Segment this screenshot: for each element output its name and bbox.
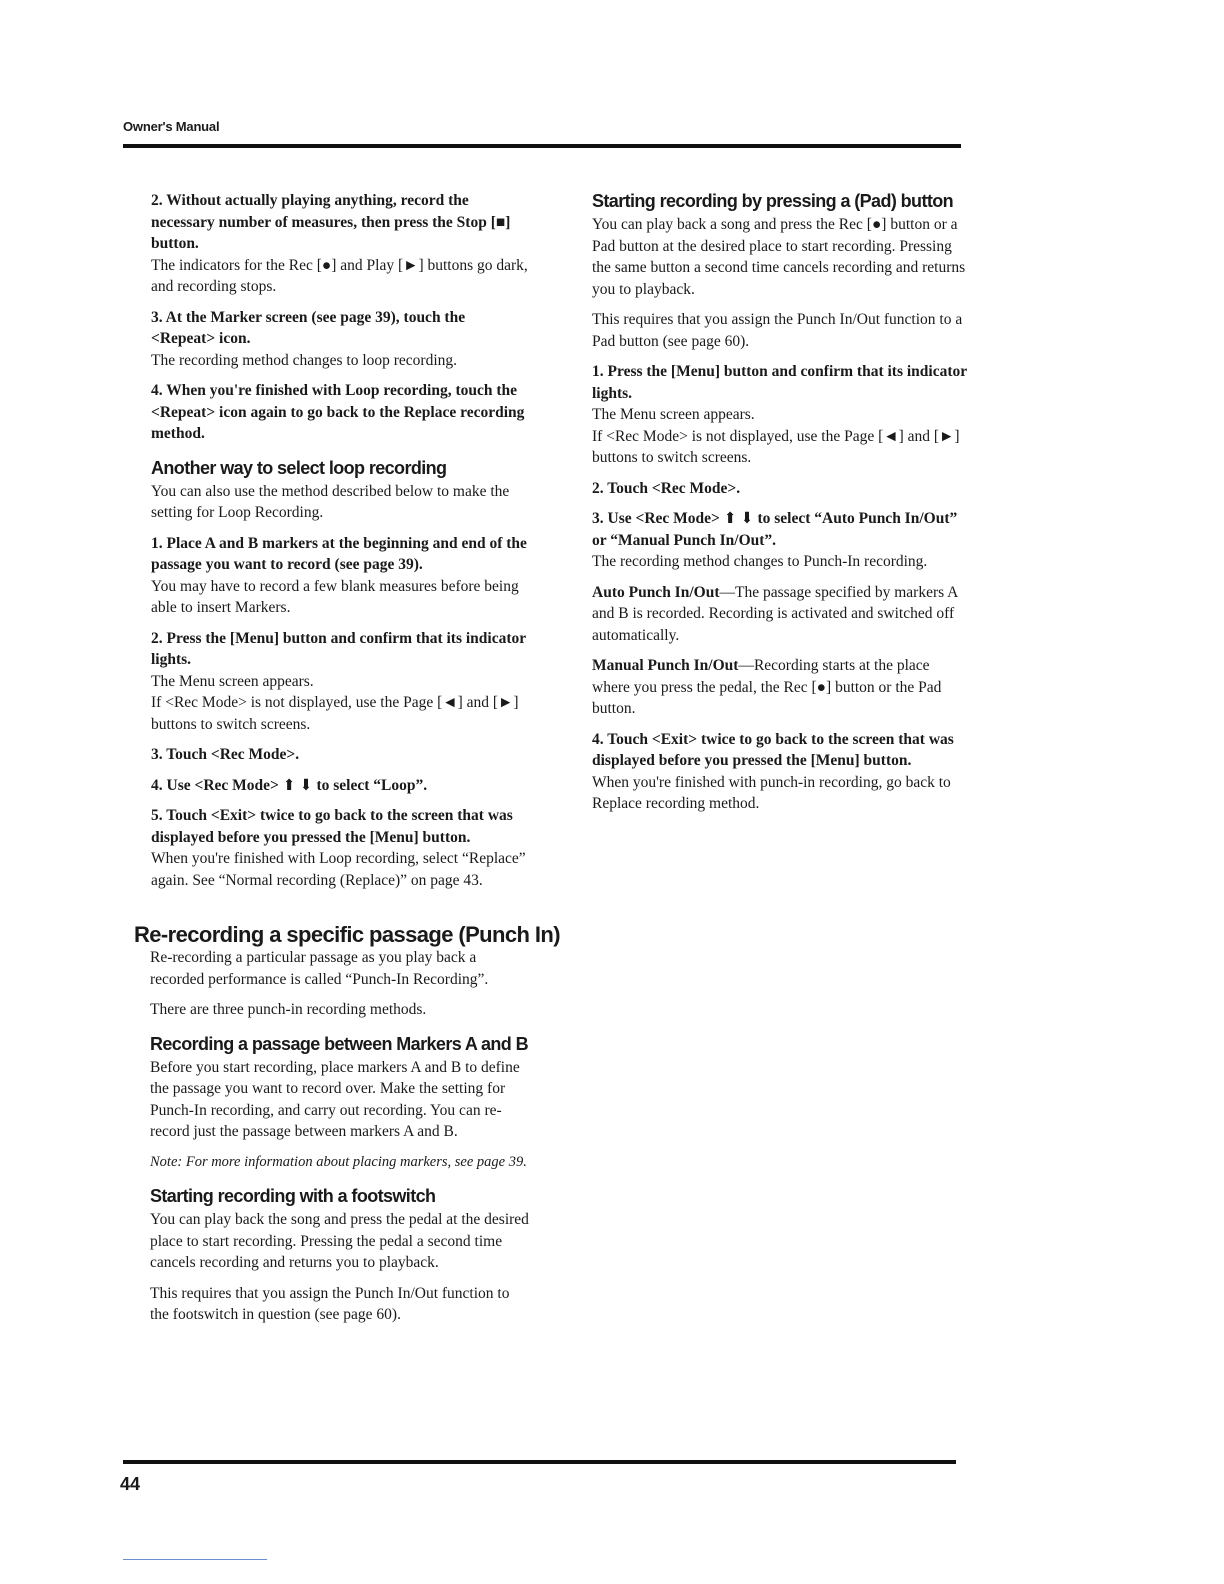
step-4-instruction: 4. When you're finished with Loop recording, touch the <Repeat> icon again to go back to the Replace recording method. — [151, 382, 525, 442]
pad-step-1 — [592, 361, 967, 469]
step-4 — [151, 380, 531, 445]
pad-body-1: You can play back a song and press the Rec [●] button or a Pad button at the desired place to start recording. Pressing the same button a second time cancels recording and returns you to playback. — [592, 216, 966, 298]
step-3 — [151, 307, 531, 372]
alt-step-3 — [151, 744, 531, 766]
alt-step-1-instruction: 1. Place A and B markers at the beginning and end of the passage you want to record (see page 39). — [151, 534, 527, 573]
alt-step-5-result: When you're finished with Loop recording, select “Replace” again. See “Normal recording (Replace)” on page 43. — [151, 850, 526, 889]
pad-step-1-instruction: 1. Press the [Menu] button and confirm that its indicator lights. — [592, 363, 967, 402]
header-rule — [123, 144, 961, 148]
pad-body-2: This requires that you assign the Punch In/Out function to a Pad button (see page 60). — [592, 311, 963, 350]
step-2-result: The indicators for the Rec [●] and Play [►] buttons go dark, and recording stops. — [151, 256, 528, 295]
pad-step-3-instruction: 3. Use <Rec Mode> ⬆ ⬇ to select “Auto Punch In/Out” or “Manual Punch In/Out”. — [592, 510, 958, 549]
step-3-result: The recording method changes to loop recording. — [151, 351, 458, 369]
pad-step-1-result: The Menu screen appears. — [592, 406, 755, 423]
footswitch-body-1: You can play back the song and press the pedal at the desired place to start recording. Pressing the pedal a second time cancels recording and returns you to playback. — [150, 1211, 529, 1271]
alt-step-2-instruction: 2. Press the [Menu] button and confirm that its indicator lights. — [151, 629, 526, 668]
step-3-instruction: 3. At the Marker screen (see page 39), touch the <Repeat> icon. — [151, 308, 466, 347]
markers-body: Before you start recording, place markers A and B to define the passage you want to record over. Make the setting for Punch-In recording, and carry out recording. You can re-record just the passage between markers A and B. — [150, 1058, 520, 1140]
footswitch-heading: Starting recording with a footswitch — [150, 1186, 436, 1206]
markers-heading: Recording a passage between Markers A and B — [150, 1033, 528, 1054]
footswitch-body-2: This requires that you assign the Punch In/Out function to the footswitch in question (see page 60). — [150, 1284, 510, 1323]
auto-punch-desc: —The passage specified by markers A and B is recorded. Recording is activated and switched off automatically. — [592, 583, 958, 644]
alt-step-1-result: You may have to record a few blank measures before being able to insert Markers. — [151, 577, 519, 616]
right-column — [592, 190, 967, 824]
markers-note: Note: For more information about placing markers, see page 39. — [150, 1153, 527, 1170]
pad-step-4 — [592, 729, 967, 815]
bottom-edge-line — [123, 1559, 267, 1560]
alt-step-2 — [151, 628, 531, 736]
section-title: Re-recording a specific passage (Punch In) — [134, 922, 560, 947]
running-header: Owner's Manual — [123, 119, 220, 134]
alt-step-4-instruction: 4. Use <Rec Mode> ⬆ ⬇ to select “Loop”. — [151, 776, 428, 794]
alt-step-1 — [151, 533, 531, 619]
alt-step-4 — [151, 775, 531, 797]
auto-punch-term: Auto Punch In/Out — [592, 583, 720, 601]
pad-step-3 — [592, 508, 967, 573]
alt-step-5 — [151, 805, 531, 891]
manual-punch-term: Manual Punch In/Out — [592, 657, 739, 674]
pad-heading: Starting recording by pressing a (Pad) button — [592, 191, 954, 211]
step-2-instruction: 2. Without actually playing anything, record the necessary number of measures, then press the Stop [■] button. — [151, 192, 511, 252]
another-way-heading: Another way to select loop recording — [151, 457, 447, 478]
alt-step-3-instruction: 3. Touch <Rec Mode>. — [151, 746, 300, 763]
pad-step-1-hint: If <Rec Mode> is not displayed, use the Page [◄] and [►] buttons to switch screens. — [592, 427, 960, 466]
pad-step-3-result: The recording method changes to Punch-In recording. — [592, 553, 928, 570]
alt-step-2-hint: If <Rec Mode> is not displayed, use the Page [◄] and [►] buttons to switch screens. — [151, 694, 519, 733]
left-column — [151, 190, 531, 900]
pad-step-4-result: When you're finished with punch-in recording, go back to Replace recording method. — [592, 773, 951, 812]
auto-punch-definition — [592, 582, 967, 647]
pad-step-2-instruction: 2. Touch <Rec Mode>. — [592, 479, 741, 497]
section-intro-1: Re-recording a particular passage as you play back a recorded performance is called “Punch-In Recording”. — [150, 949, 489, 988]
page-number: 44 — [120, 1474, 141, 1494]
footer-rule — [123, 1460, 956, 1464]
pad-step-2 — [592, 478, 967, 500]
section-intro-2: There are three punch-in recording methods. — [150, 1001, 427, 1018]
another-way-intro: You can also use the method described below to make the setting for Loop Recording. — [151, 482, 510, 521]
manual-punch-definition — [592, 655, 967, 720]
alt-step-2-result: The Menu screen appears. — [151, 672, 314, 690]
manual-punch-desc: —Recording starts at the place where you press the pedal, the Rec [●] button or the Pad button. — [592, 657, 942, 717]
alt-step-5-instruction: 5. Touch <Exit> twice to go back to the screen that was displayed before you pressed the [Menu] button. — [151, 807, 513, 846]
punch-in-section — [150, 947, 530, 1335]
pad-step-4-instruction: 4. Touch <Exit> twice to go back to the screen that was displayed before you pressed the [Menu] button. — [592, 730, 954, 769]
step-2 — [151, 190, 531, 298]
